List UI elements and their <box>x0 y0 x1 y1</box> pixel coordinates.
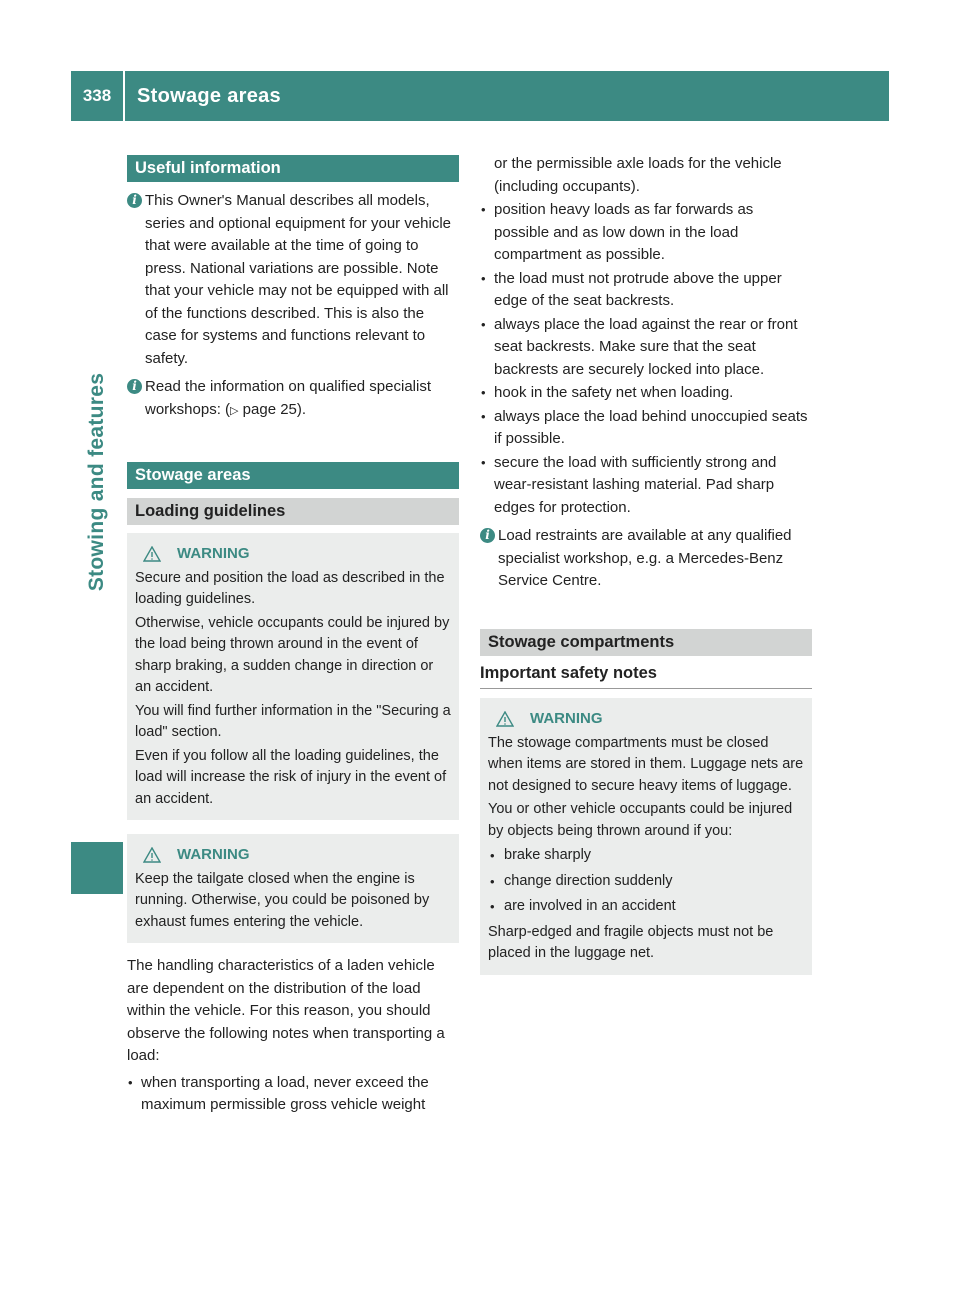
useful-info-heading: Useful information <box>127 155 459 182</box>
info-text: This Owner's Manual describes all models, series and optional equipment for your vehicle that were available at the time of going to press. National variations are possible. Note that your vehicle may not be equipped with all of the functions described. This is also the case for systems and functions relevant to safety. <box>145 192 452 367</box>
page-reference[interactable]: page 25). <box>238 400 307 418</box>
page-number: 338 <box>82 86 112 105</box>
list-item: • always place the load against the rear or front seat backrests. Make sure that the seat backrests are securely locked into place. <box>480 314 812 382</box>
right-column <box>480 153 812 975</box>
info-text: Load restraints are available at any qualified specialist workshop, e.g. a Mercedes-Benz Service Centre. <box>498 527 792 589</box>
list-item: • always place the load behind unoccupied seats if possible. <box>480 406 812 451</box>
list-item: • the load must not protrude above the upper edge of the seat backrests. <box>480 268 812 313</box>
warning-label: WARNING <box>177 545 250 562</box>
list-item: • when transporting a load, never exceed the maximum permissible gross vehicle weight <box>127 1072 459 1117</box>
side-tab-marker <box>71 842 123 894</box>
list-item: • change direction suddenly <box>488 871 804 893</box>
list-item: • secure the load with sufficiently strong and wear-resistant lashing material. Pad sharp edges for protection. <box>480 452 812 520</box>
warning-triangle-icon <box>496 711 514 727</box>
warning-triangle-icon <box>143 847 161 863</box>
side-tab-label: Stowing and features <box>85 372 109 592</box>
body-paragraph: The handling characteristics of a laden vehicle are dependent on the distribution of the load within the vehicle. For this reason, you should observe the following notes when transporting a load: <box>127 957 445 1064</box>
safety-notes-heading: Important safety notes <box>480 656 812 690</box>
warning-paragraph: The stowage compartments must be closed when items are stored in them. Luggage nets are not designed to secure heavy items of luggage. <box>488 734 804 794</box>
warning-box <box>127 834 459 943</box>
list-item: • brake sharply <box>488 845 804 867</box>
stowage-areas-heading: Stowage areas <box>127 462 459 489</box>
loading-guidelines-heading: Loading guidelines <box>127 498 459 525</box>
stowage-compartments-heading: Stowage compartments <box>480 629 812 656</box>
warning-label: WARNING <box>177 846 250 863</box>
warning-box <box>480 698 812 975</box>
list-item-continuation: or the permissible axle loads for the vehicle (including occupants). <box>494 155 782 195</box>
warning-paragraph: Secure and position the load as described in the loading guidelines. <box>135 569 445 607</box>
warning-paragraph: Keep the tailgate closed when the engine is running. Otherwise, you could be poisoned by exhaust fumes entering the vehicle. <box>135 870 430 930</box>
list-item: • hook in the safety net when loading. <box>480 382 812 405</box>
info-icon: i <box>127 379 142 394</box>
list-item: • are involved in an accident <box>488 896 804 918</box>
warning-paragraph: Sharp-edged and fragile objects must not be placed in the luggage net. <box>488 923 774 961</box>
info-icon: i <box>127 193 142 208</box>
info-note <box>480 525 812 593</box>
warning-header <box>488 708 804 730</box>
warning-paragraph: Otherwise, vehicle occupants could be injured by the load being thrown around in the event of sharp braking, a sudden change in direction or an accident. <box>135 614 450 695</box>
warning-label: WARNING <box>530 710 603 727</box>
page-header <box>71 71 889 121</box>
warning-box <box>127 533 459 820</box>
warning-header <box>135 844 451 866</box>
list-item: • position heavy loads as far forwards as possible and as low down in the load compartment as possible. <box>480 199 812 267</box>
warning-header <box>135 543 451 565</box>
info-text: Read the information on qualified specialist workshops: ( <box>145 378 432 418</box>
info-note <box>127 376 459 422</box>
page-ref-arrow-icon: ▷ <box>230 404 239 417</box>
section-title: Stowage areas <box>137 84 281 107</box>
header-divider <box>123 71 125 121</box>
info-note <box>127 190 459 370</box>
side-tab <box>71 121 123 843</box>
info-icon: i <box>480 528 495 543</box>
left-column <box>127 155 459 1117</box>
warning-paragraph: You will find further information in the "Securing a load" section. <box>135 702 451 740</box>
warning-triangle-icon <box>143 546 161 562</box>
warning-paragraph: Even if you follow all the loading guidelines, the load will increase the risk of injury in the event of an accident. <box>135 747 447 807</box>
warning-paragraph: You or other vehicle occupants could be injured by objects being thrown around if you: <box>488 801 793 839</box>
